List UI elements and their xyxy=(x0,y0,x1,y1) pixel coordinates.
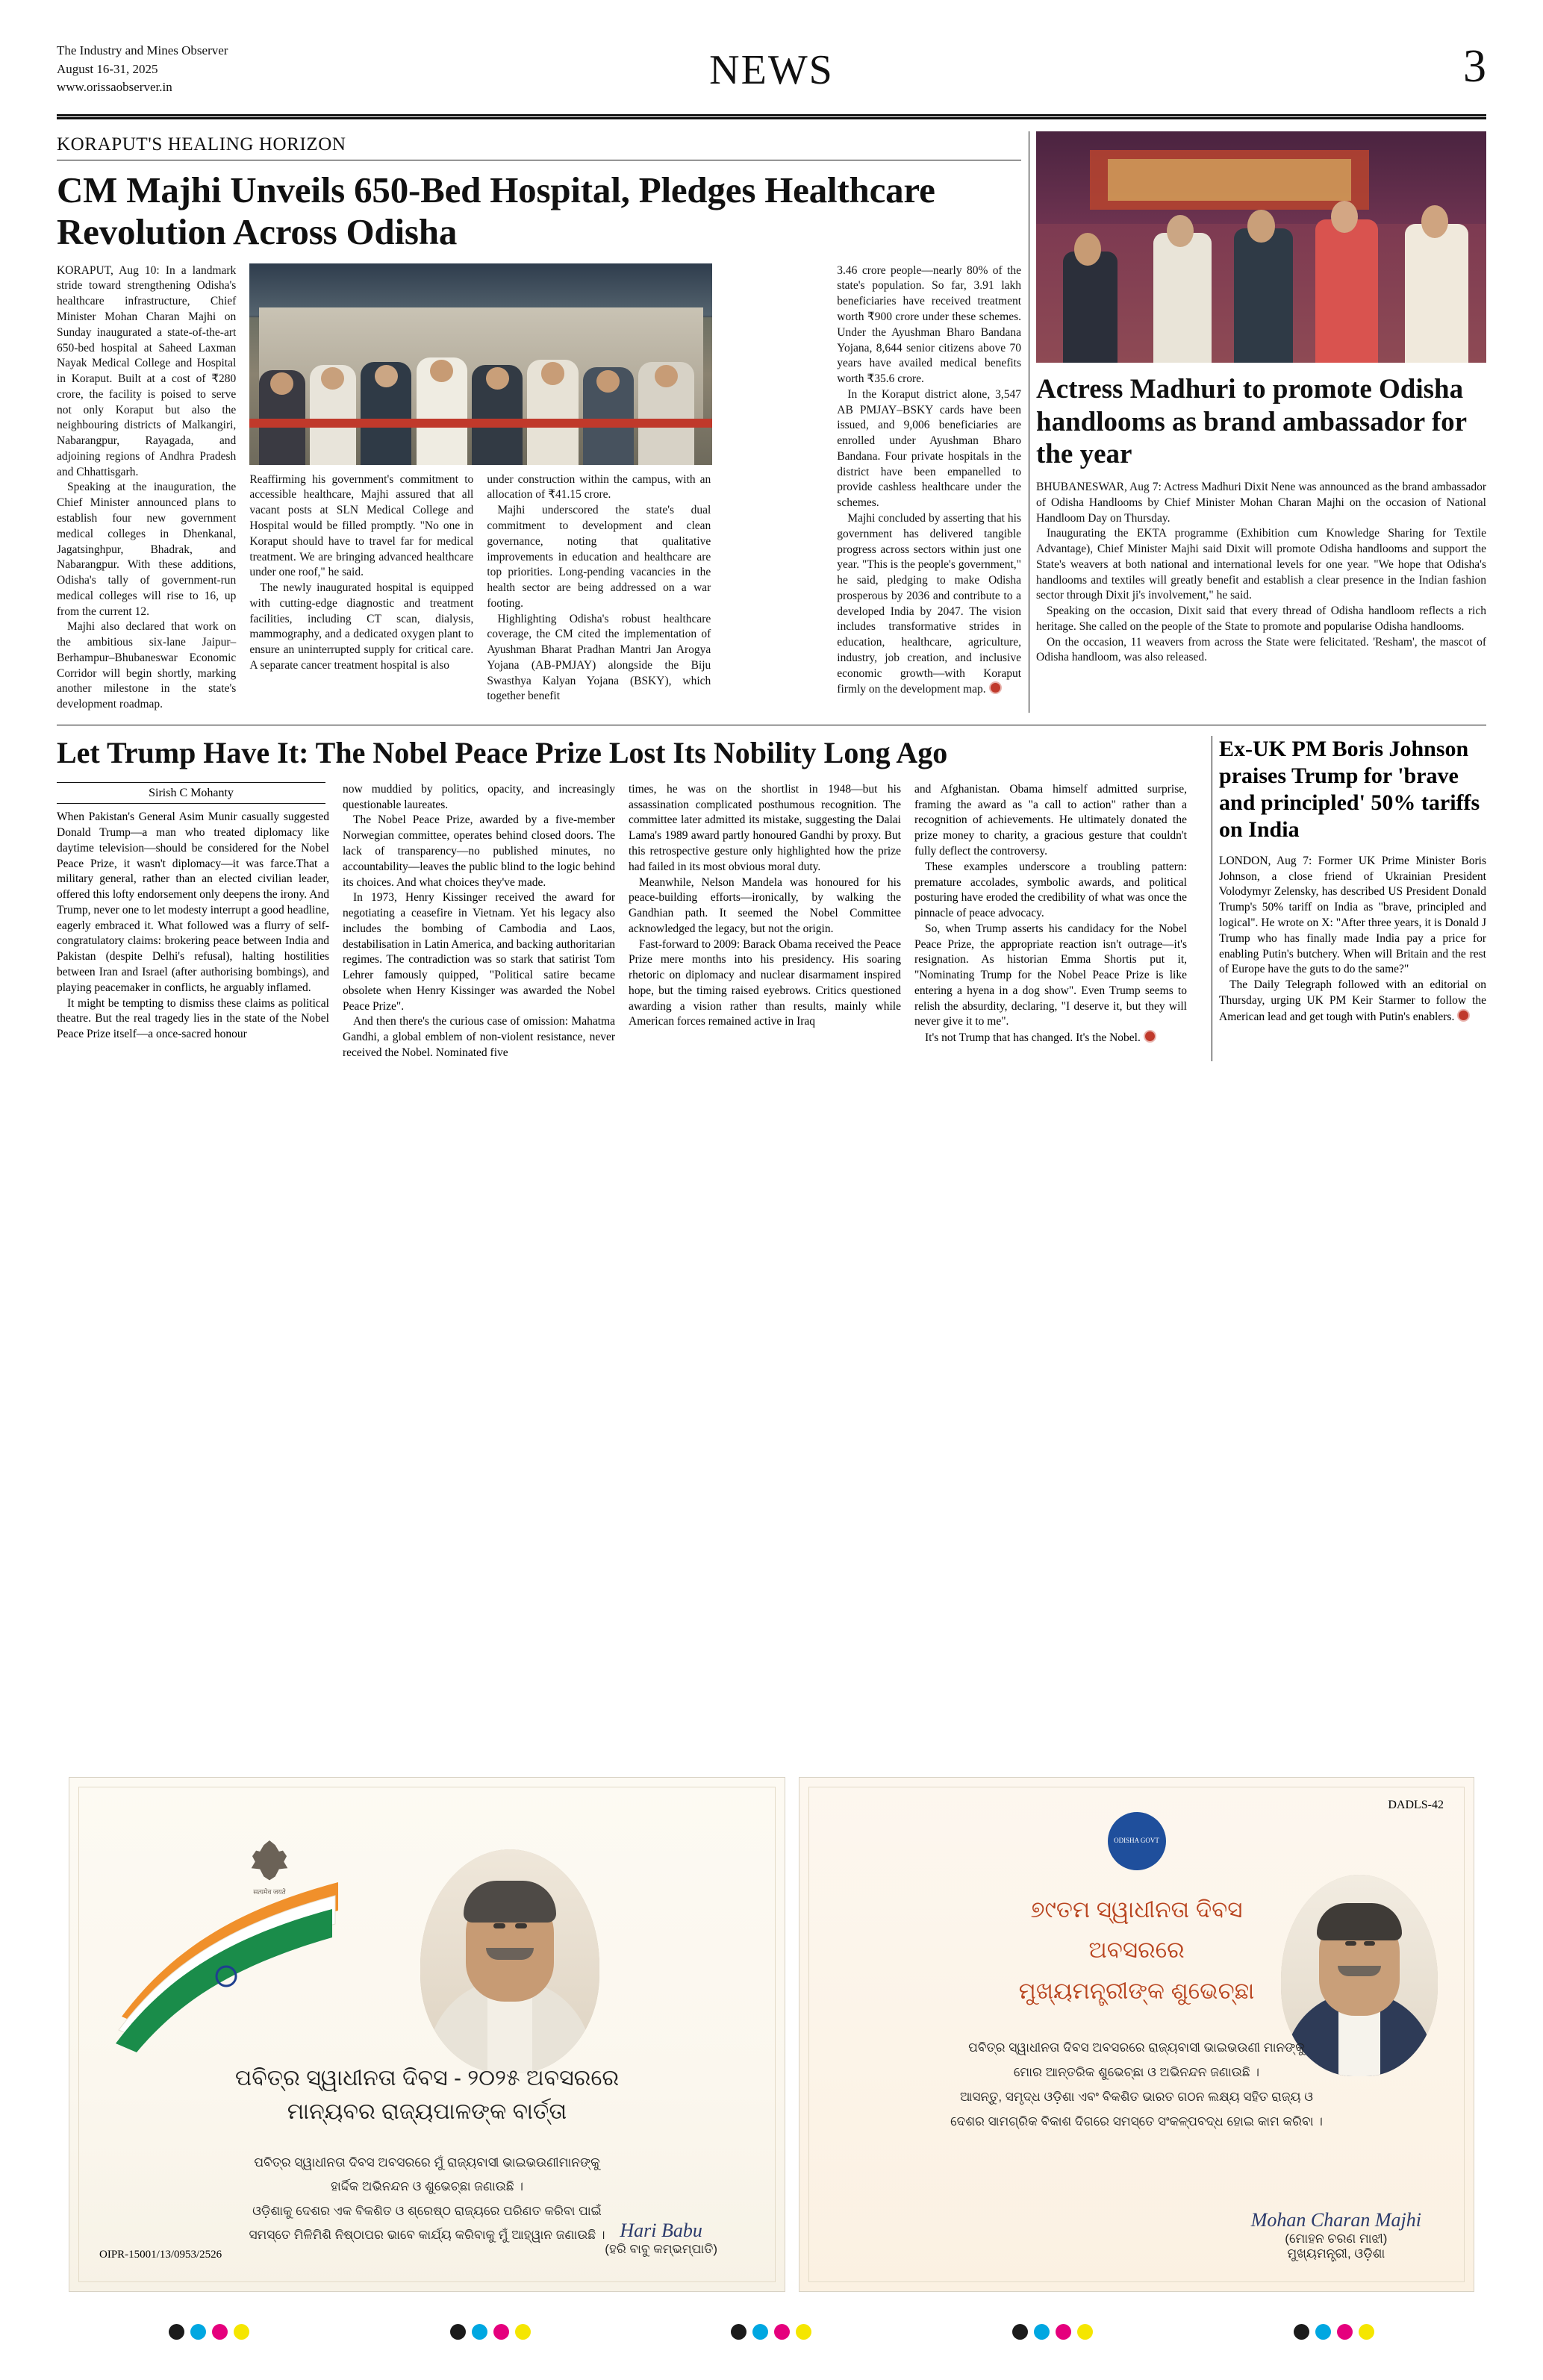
paragraph: now muddied by politics, opacity, and increasingly questionable laureates. xyxy=(343,782,615,811)
registration-dot-yellow xyxy=(515,2324,531,2340)
lead-story xyxy=(57,131,1021,713)
end-mark-icon xyxy=(1144,1030,1156,1043)
registration-dot-cyan xyxy=(1315,2324,1331,2340)
ad-right-headline xyxy=(829,1890,1444,2011)
ad-left-headline-line1: ପବିତ୍ର ସ୍ୱାଧୀନତା ଦିବସ - ୨୦୨୫ ଅବସରରେ xyxy=(234,2066,620,2090)
nobel-column-2 xyxy=(343,782,615,1061)
end-mark-icon xyxy=(989,681,1002,694)
ad-right-body-line3: ଆସନ୍ତୁ, ସମୃଦ୍ଧ ଓଡ଼ିଶା ଏବଂ ବିକଶିତ ଭାରତ ଗଠନ ଲକ୍ଷ୍ୟ ସହିତ ରାଜ୍ୟ ଓ xyxy=(959,2090,1314,2105)
paragraph: The newly inaugurated hospital is equipped with cutting-edge diagnostic and treatment facilities, including CT scan, dialysis, mammography, and a dedicated oxygen plant to ensure an uninterrupted supply for critical care. A separate cancer treatment hospital is also xyxy=(249,581,474,672)
registration-dot-yellow xyxy=(796,2324,811,2340)
page-number: 3 xyxy=(1463,41,1486,92)
section-title: NEWS xyxy=(709,47,834,93)
middle-section xyxy=(57,736,1486,1061)
paragraph: These examples underscore a troubling pattern: premature accolades, symbolic awards, and political posturing have eroded the credibility of what was once the pinnacle of peace advocacy. xyxy=(914,860,1187,920)
registration-dot-yellow xyxy=(1077,2324,1093,2340)
paragraph: KORAPUT, Aug 10: In a landmark stride toward strengthening Odisha's healthcare infrastructure, Chief Minister Mohan Charan Majhi on Sunday inaugurated a state-of-the-art 650-bed hospital at Saheed Laxman Nayak Medical College and Hospital in Koraput. Built at a cost of ₹280 crore, the facility is poised to serve not only Koraput but also the neighbouring districts of Malkangiri, Nabarangpur, Rayagada, and adjoining regions of Andhra Pradesh and Chhattisgarh. xyxy=(57,263,237,478)
registration-dot-cyan xyxy=(752,2324,768,2340)
lead-columns-2-3 xyxy=(249,472,823,705)
paragraph: It might be tempting to dismiss these claims as political theatre. But the real tragedy lies in the state of the Nobel Peace Prize itself—a once-sacred honour xyxy=(57,996,329,1041)
paragraph: times, he was on the shortlist in 1948—but his assassination complicated posthumous recognition. The committee later admitted its mistake, suggesting the Dalai Lama's 1989 award partly honoured Gandhi by proxy. But this retrospective gesture only highlighted how the prize had failed in its most obvious moral duty. xyxy=(629,782,901,873)
seal-text: ODISHA GOVT xyxy=(1114,1837,1159,1845)
ad-left-body-line4: ସମସ୍ତେ ମିଳିମିଶି ନିଷ୍ଠାପର ଭାବେ କାର୍ଯ୍ୟ କରିବାକୁ ମୁଁ ଆହ୍ୱାନ ଜଣାଉଛି । xyxy=(249,2227,605,2242)
paragraph: and Afghanistan. Obama himself admitted surprise, framing the award as "a call to action" rather than a recognition of achievements. He ultimately donated the prize money to charity, a gracious gesture that couldn't fully deflect the controversy. xyxy=(914,782,1187,858)
registration-dot-black xyxy=(169,2324,184,2340)
boris-body xyxy=(1219,854,1486,1025)
registration-dot-black xyxy=(450,2324,466,2340)
paragraph: Fast-forward to 2009: Barack Obama received the Peace Prize mere months into his presidency. His soaring rhetoric on diplomacy and nuclear disarmament inspired hope, but the timing raised eyebrows. Critics questioned awarding a vision rather than results, mainly while American forces remained active in Iraq xyxy=(629,937,901,1028)
ad-left-headline xyxy=(99,2061,755,2128)
registration-dot-magenta xyxy=(493,2324,509,2340)
ad-right-code: DADLS-42 xyxy=(1388,1799,1444,1811)
paragraph: BHUBANESWAR, Aug 7: Actress Madhuri Dixit Nene was announced as the brand ambassador of Odisha Handlooms by Chief Minister Mohan Charan Majhi on the occasion of National Handloom Day on Thursday. xyxy=(1036,480,1486,525)
ad-right-signature-script: Mohan Charan Majhi xyxy=(1250,2209,1421,2231)
paragraph xyxy=(914,1030,1187,1046)
ad-right-headline-line1: ୭୯ତମ ସ୍ୱାଧୀନତା ଦିବସ xyxy=(1030,1896,1243,1923)
registration-dot-black xyxy=(1294,2324,1309,2340)
paragraph xyxy=(1219,978,1486,1025)
registration-dot-cyan xyxy=(190,2324,206,2340)
ad-right-body-line2: ମୋର ଆନ୍ତରିକ ଶୁଭେଚ୍ଛା ଓ ଅଭିନନ୍ଦନ ଜଣାଉଛି । xyxy=(1013,2065,1260,2080)
ad-left-body-line3: ଓଡ଼ିଶାକୁ ଦେଶର ଏକ ବିକଶିତ ଓ ଶ୍ରେଷ୍ଠ ରାଜ୍ୟରେ ପରିଣତ କରିବା ପାଇଁ xyxy=(252,2203,602,2218)
nobel-column-4 xyxy=(914,782,1187,1061)
ad-right-body-line1: ପବିତ୍ର ସ୍ୱାଧୀନତା ଦିବସ ଅବସରରେ ରାଜ୍ୟବାସୀ ଭାଇଭଉଣୀ ମାନଙ୍କୁ xyxy=(968,2040,1305,2055)
registration-group xyxy=(1294,2324,1374,2340)
paragraph: under construction within the campus, with an allocation of ₹41.15 crore. xyxy=(487,472,711,502)
registration-group xyxy=(731,2324,811,2340)
lead-column-4 xyxy=(837,263,1021,713)
lead-right-block xyxy=(249,263,823,713)
registration-dot-black xyxy=(1012,2324,1028,2340)
publication-name: The Industry and Mines Observer xyxy=(57,43,228,57)
paragraph-text: The Daily Telegraph followed with an editorial on Thursday, urging UK PM Keir Starmer to follow the American lead and get tough with Putin's enablers. xyxy=(1219,978,1486,1023)
nobel-column-1 xyxy=(57,782,329,1061)
advertisement-row xyxy=(69,1777,1474,2292)
paragraph: Majhi also declared that work on the ambitious six-lane Jaipur–Berhampur–Bhubaneswar Economic Corridor will begin shortly, marking another milestone in the state's development roadmap. xyxy=(57,620,237,711)
paragraph: In 1973, Henry Kissinger received the award for negotiating a ceasefire in Vietnam. Yet his legacy also includes the bombing of Cambodia and Laos, destabilisation in Latin America, and backing authoritarian regimes. The contradiction was so stark that satirist Tom Lehrer famously quipped, "Political satire became obsolete when Henry Kissinger was awarded the Nobel Peace Prize". xyxy=(343,891,615,1013)
madhuri-story xyxy=(1036,131,1486,713)
ad-left-signature-name: (ହରି ବାବୁ କମ୍ଭମ୍ପାତି) xyxy=(605,2242,717,2256)
publication-website: www.orissaobserver.in xyxy=(57,80,172,95)
madhuri-body xyxy=(1036,480,1486,666)
paragraph xyxy=(837,511,1021,698)
registration-dot-cyan xyxy=(1034,2324,1050,2340)
lead-kicker: KORAPUT'S HEALING HORIZON xyxy=(57,134,346,154)
paragraph: When Pakistan's General Asim Munir casually suggested Donald Trump—a man who treated diplomacy like daytime television—should be considered for the Nobel Peace Prize, it wasn't diplomacy—it was farce.That a military general, rather than an elected civilian leader, offered this lofty endorsement only deepens the irony. And Trump, never one to let modesty interrupt a good headline, eagerly embraced it. What followed was a flurry of self-congratulatory claims: brokering peace between India and Pakistan (despite Delhi's refusal), halting hostilities between Iran and Israel (after authorising bombings), and playing peacemaker in conflicts, he arguably inflamed. xyxy=(57,810,329,994)
masthead-divider xyxy=(57,114,1486,119)
boris-headline: Ex-UK PM Boris Johnson praises Trump for 'brave and principled' 50% tariffs on India xyxy=(1219,736,1480,842)
lead-photo-ribbon-cutting xyxy=(249,263,712,465)
paragraph: Meanwhile, Nelson Mandela was honoured for his peace-building efforts—ironically, by walking the Gandhian path. It seemed the Nobel Committee acknowledged the legacy, but not the origin. xyxy=(629,875,901,935)
lead-headline: CM Majhi Unveils 650-Bed Hospital, Pledges Healthcare Revolution Across Odisha xyxy=(57,169,935,252)
paragraph: On the occasion, 11 weavers from across the State were felicitated. 'Resham', the mascot of Odisha handloom, was also released. xyxy=(1036,635,1486,664)
end-mark-icon xyxy=(1457,1009,1470,1022)
paragraph: The Nobel Peace Prize, awarded by a five-member Norwegian committee, operates behind closed doors. The lack of transparency—no published minutes, no accountability—leaves the public blind to the logic behind its choices. And what choices they've made. xyxy=(343,813,615,889)
paragraph: In the Koraput district alone, 3,547 AB PMJAY–BSKY cards have been issued, and 9,006 beneficiaries are enrolled under Ayushman Bharo Bandana. Four private hospitals in the district have been empanelled to provide cashless healthcare under the schemes. xyxy=(837,387,1022,510)
governor-independence-day-ad xyxy=(69,1777,785,2292)
registration-dot-magenta xyxy=(1056,2324,1071,2340)
ad-right-signature-name: (ମୋହନ ଚରଣ ମାଝୀ) xyxy=(1285,2231,1388,2246)
odisha-govt-seal-icon xyxy=(1108,1812,1166,1870)
page-body xyxy=(57,131,1486,2350)
cm-independence-day-ad xyxy=(799,1777,1474,2292)
registration-dot-magenta xyxy=(212,2324,228,2340)
nobel-headline: Let Trump Have It: The Nobel Peace Prize Lost Its Nobility Long Ago xyxy=(57,735,948,769)
ad-right-body-line4: ଦେଶର ସାମଗ୍ରିକ ବିକାଶ ଦିଗରେ ସମସ୍ତେ ସଂକଳ୍ପବଦ୍ଧ ହୋଇ କାମ କରିବା । xyxy=(950,2114,1323,2129)
registration-dot-magenta xyxy=(1337,2324,1353,2340)
ad-right-body xyxy=(837,2035,1436,2134)
paragraph: LONDON, Aug 7: Former UK Prime Minister Boris Johnson, a close friend of Ukrainian President Volodymyr Zelensky, has described US President Donald Trump's 50% tariff on India as "brave, principled and logical". He wrote on X: "After three years, it is Donald J Trump who has finally made India pay a price for enabling Putin's butchery. When will Britain and the rest of Europe have the guts to do the same?" xyxy=(1219,854,1486,976)
registration-dot-yellow xyxy=(234,2324,249,2340)
paragraph: Speaking at the inauguration, the Chief Minister announced plans to establish four new government medical colleges in Dhenkanal, Jagatsinghpur, Bhadrak, and Nabarangpur. With these additions, Odisha's tally of government-run medical colleges will rise to 16, up from the current 12. xyxy=(57,481,237,618)
state-emblem-icon xyxy=(246,1840,293,1900)
top-section xyxy=(57,131,1486,713)
ad-left-body-line2: ହାର୍ଦ୍ଦିକ ଅଭିନନ୍ଦନ ଓ ଶୁଭେଚ୍ଛା ଜଣାଉଛି । xyxy=(330,2179,524,2194)
paragraph: Speaking on the occasion, Dixit said that every thread of Odisha handloom reflects a rich heritage. She called on the people of the State to promote and popularise Odisha handlooms. xyxy=(1036,605,1486,633)
lead-column-1 xyxy=(57,263,236,713)
registration-dot-yellow xyxy=(1359,2324,1374,2340)
paragraph: Inaugurating the EKTA programme (Exhibition cum Knowledge Sharing for Textile Advantage), Chief Minister Majhi said Dixit will promote Odisha handlooms and support the State's weavers at both national and international levels for one year. "We hope that Odisha's handlooms and textiles will greatly benefit and establish a clear presence in the Indian fashion sector through Dixit ji's involvement," he said. xyxy=(1036,527,1486,602)
paragraph-text: It's not Trump that has changed. It's the Nobel. xyxy=(925,1031,1141,1045)
emblem-motto: सत्यमेव जयते xyxy=(253,1888,286,1896)
lead-column-3 xyxy=(487,472,711,705)
page-sheet xyxy=(45,36,1498,2350)
lead-column-2 xyxy=(249,472,473,705)
ad-left-headline-line2: ମାନ୍ୟବର ରାଜ୍ୟପାଳଙ୍କ ବାର୍ତ୍ତା xyxy=(287,2099,567,2124)
masthead xyxy=(45,36,1498,125)
ad-left-signature-block xyxy=(605,2220,717,2257)
paragraph: Reaffirming his government's commitment to accessible healthcare, Majhi assured that all vacant posts at SLN Medical College and Hospital would be filled promptly. "No one in Koraput should have to travel far for medical treatment. We are bringing advanced healthcare under one roof," he said. xyxy=(249,472,474,579)
nobel-columns xyxy=(57,782,1204,1061)
registration-dot-cyan xyxy=(472,2324,487,2340)
boris-story xyxy=(1219,736,1486,1061)
governor-portrait xyxy=(420,1849,599,2073)
ad-right-signature-block xyxy=(1251,2209,1421,2261)
publication-date: August 16-31, 2025 xyxy=(57,61,158,76)
paragraph: Highlighting Odisha's robust healthcare coverage, the CM cited the implementation of Ayushman Bharat Pradhan Mantri Jan Arogya Yojana (AB-PMJAY) alongside the Biju Swasthya Kalyan Yojana (BSKY), which together benefit xyxy=(487,612,711,703)
color-registration-bar xyxy=(69,2322,1474,2341)
registration-group xyxy=(450,2324,531,2340)
ad-left-signature-script: Hari Babu xyxy=(620,2220,702,2241)
registration-dot-magenta xyxy=(774,2324,790,2340)
paragraph-text: Majhi concluded by asserting that his government has delivered tangible progress across sectors within just one year. "This is the people's government," he said, pledging to make Odisha prosperous by 2036 and contribute to a developed India by 2047. The vision includes transformative strides in education, healthcare, agriculture, industry, job creation, and inclusive economic growth—with Koraput firmly on the development map. xyxy=(837,511,1022,696)
nobel-story xyxy=(57,736,1204,1061)
paragraph: Majhi underscored the state's dual commitment to development and clean governance, noting that qualitative improvements in education and healthcare are top priorities. Long-pending vacancies in the health sector are being addressed on a war footing. xyxy=(487,504,711,610)
registration-dot-black xyxy=(731,2324,746,2340)
paragraph: And then there's the curious case of omission: Mahatma Gandhi, a global emblem of non-violent resistance, never received the Nobel. Nominated five xyxy=(343,1015,615,1059)
registration-group xyxy=(169,2324,249,2340)
handloom-event-photo xyxy=(1036,131,1486,363)
paragraph: So, when Trump asserts his candidacy for the Nobel Peace Prize, the appropriate reaction isn't outrage—it's resignation. As historian Emma Shortis put it, "Nominating Trump for the Nobel Peace Prize is like entering a hyena in a dog show". Even Trump seems to relish the absurdity, declaring, "I deserve it, but they will never give it to me". xyxy=(914,922,1187,1028)
madhuri-headline: Actress Madhuri to promote Odisha handlooms as brand ambassador for the year xyxy=(1036,374,1467,470)
tricolor-flag-graphic xyxy=(114,1830,361,2054)
ad-left-body-line1: ପବିତ୍ର ସ୍ୱାଧୀନତା ଦିବସ ଅବସରରେ ମୁଁ ରାଜ୍ୟବାସୀ ଭାଇଭଉଣୀମାନଙ୍କୁ xyxy=(254,2155,600,2170)
ad-right-headline-line2: ଅବସରରେ xyxy=(1088,1937,1185,1964)
lead-columns xyxy=(57,263,1021,713)
ad-right-headline-line3: ମୁଖ୍ୟମନ୍ତ୍ରୀଙ୍କ ଶୁଭେଚ୍ଛା xyxy=(1018,1977,1255,2004)
nobel-column-3 xyxy=(629,782,901,1061)
paragraph: 3.46 crore people—nearly 80% of the state's population. So far, 3.91 lakh beneficiaries have received treatment worth ₹900 crore under these schemes. Under the Ayushman Bharo Bandana Yojana, 8,644 senior citizens above 70 years have availed medical benefits worth ₹35.6 crore. xyxy=(837,263,1022,386)
ad-right-signature-designation: ମୁଖ୍ୟମନ୍ତ୍ରୀ, ଓଡ଼ିଶା xyxy=(1287,2246,1385,2261)
byline: Sirish C Mohanty xyxy=(57,782,325,804)
ad-left-code: OIPR-15001/13/0953/2526 xyxy=(99,2249,222,2261)
registration-group xyxy=(1012,2324,1093,2340)
